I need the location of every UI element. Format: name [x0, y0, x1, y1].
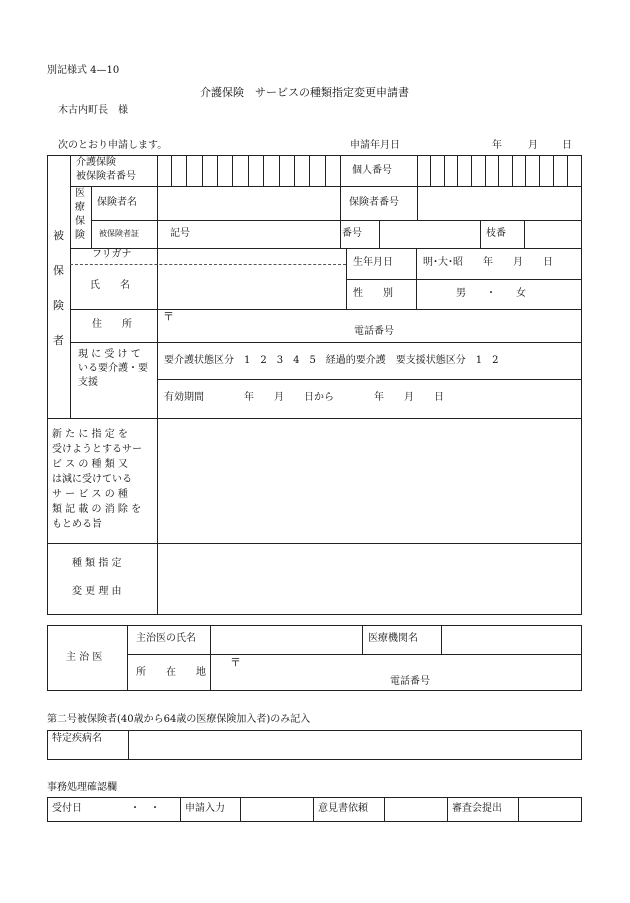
form-title: 介護保険 サービスの種類指定変更申請書 [200, 86, 409, 99]
sex-label: 性 別 [353, 288, 393, 299]
insurer-number-label: 保険者番号 [349, 197, 399, 208]
form-number: 別記様式 4—10 [47, 65, 120, 76]
furigana-label: フリガナ [92, 249, 132, 260]
doctor-name-label: 主治医の氏名 [136, 633, 196, 644]
birth-date-label: 生年月日 [353, 257, 393, 268]
date-day: 日 [562, 140, 572, 151]
received-date-dots: ・ ・ [130, 803, 160, 814]
branch-label: 枝番 [486, 228, 506, 239]
date-year: 年 [492, 140, 502, 151]
address-postal-mark: 〒 [163, 310, 174, 323]
sex-options: 男 ・ 女 [456, 288, 526, 299]
insured-section-label: 被 保 険 者 [53, 229, 64, 347]
name-label: 氏 名 [90, 280, 130, 291]
care-label-1: 現 に 受 け て [78, 349, 141, 360]
doctor-postal-mark: 〒 [230, 656, 241, 669]
doctor-phone-label: 電話番号 [390, 676, 430, 687]
individual-number-label: 個人番号 [352, 165, 392, 176]
location-label: 所 在 地 [136, 667, 206, 678]
care-label-3: 支援 [78, 377, 98, 388]
office-title: 事務処理確認欄 [47, 782, 117, 793]
valid-period: 有効期間 年 月 日から 年 月 日 [164, 392, 444, 403]
disease-label: 特定疾病名 [52, 733, 102, 744]
intro-text: 次のとおり申請します。 [58, 140, 168, 151]
address-label: 住 所 [92, 319, 132, 330]
medical-insurance-label: 医 療 保 険 [75, 188, 85, 241]
received-date-label: 受付日 [52, 803, 82, 814]
service-request-label: 新 た に 指 定 を 受けようとするサー ビ ス の 種 類 又 は減に受けている サ ー ビ ス の 種 類 記 載 の 消 除 を もとめる旨 [52, 429, 142, 530]
insurer-name-label: 保険者名 [97, 197, 137, 208]
institution-label: 医療機関名 [368, 633, 418, 644]
reason-label-2: 変 更 理 由 [72, 586, 122, 597]
care-status: 要介護状態区分 1 2 3 4 5 経過的要介護 要支援状態区分 1 2 [164, 355, 499, 366]
date-month: 月 [528, 140, 538, 151]
address-phone-label: 電話番号 [354, 326, 394, 337]
number-label: 番号 [342, 228, 362, 239]
birth-era-options: 明･大･昭 年 月 日 [423, 257, 553, 268]
reason-label-1: 種 類 指 定 [72, 558, 122, 569]
care-label-2: いる要介護・要 [78, 363, 148, 374]
second-insured-note: 第二号被保険者(40歳から64歳の医療保険加入者)のみ記入 [47, 714, 311, 725]
opinion-request-label: 意見書依頼 [318, 803, 368, 814]
insured-card-label: 被保険者証 [99, 229, 139, 238]
addressee: 木古内町長 様 [58, 105, 128, 116]
insured-number-label-1: 介護保険 [76, 157, 116, 168]
insured-number-label-2: 被保険者番号 [76, 171, 136, 182]
application-input-label: 申請入力 [185, 803, 225, 814]
doctor-section-label: 主 治 医 [66, 652, 103, 663]
symbol-label: 記号 [170, 228, 190, 239]
review-submission-label: 審査会提出 [452, 803, 502, 814]
date-label: 申請年月日 [350, 140, 400, 151]
